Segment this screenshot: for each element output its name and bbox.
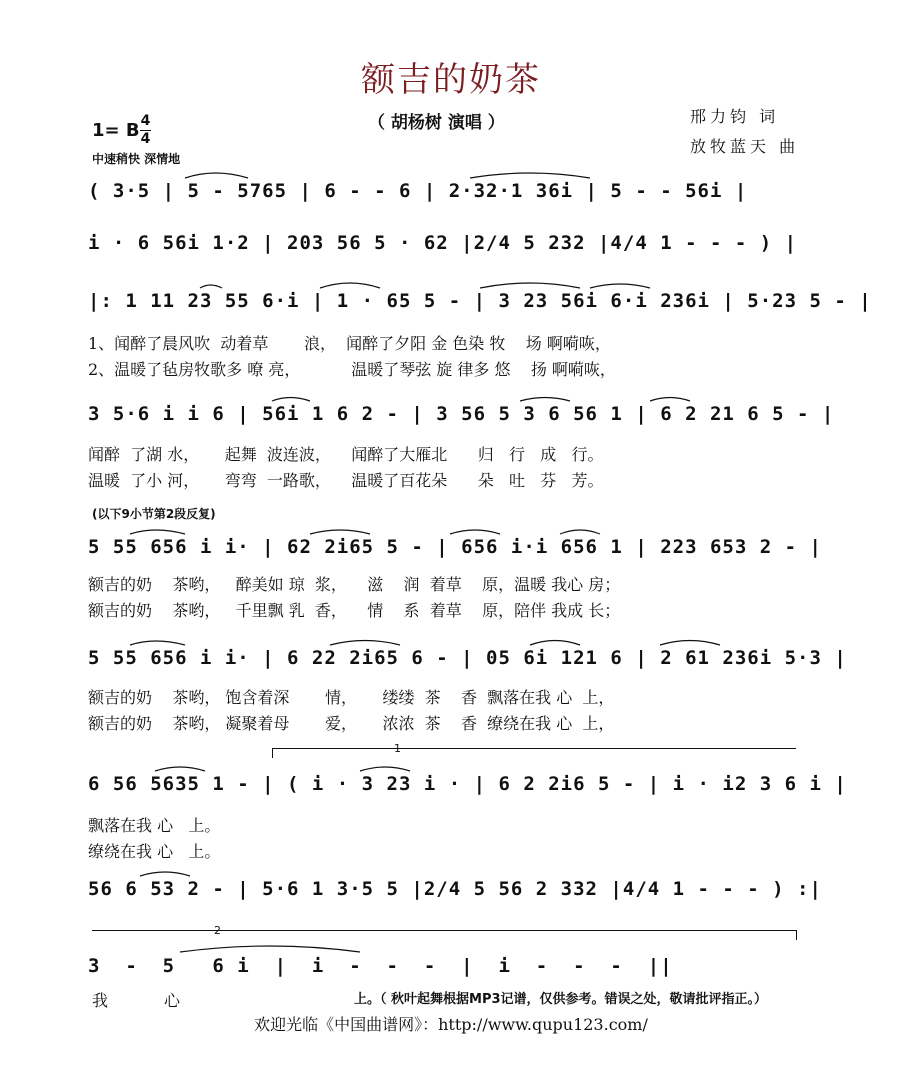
score-row-1: ( 3·5 | 5 - 5765 | 6 - - 6 | 2·32·1 36i | 5 - - 56i | bbox=[88, 180, 748, 202]
song-title: 额吉的奶茶 bbox=[361, 60, 541, 100]
slur-arc bbox=[590, 284, 650, 288]
lyric-verse1-line1: 1、闻醉了晨风吹 动着草 浪， 闻醉了夕阳 金 色染 牧 场 啊嗬咴， bbox=[88, 334, 611, 353]
slur-arc bbox=[320, 283, 380, 288]
slur-arc bbox=[560, 530, 600, 534]
lyricist: 邢力钧 词 bbox=[690, 107, 780, 126]
slur-arc bbox=[155, 767, 205, 771]
time-signature-bottom: 4 bbox=[140, 131, 151, 147]
time-signature-top: 4 bbox=[140, 113, 151, 129]
performer: （ 胡杨树 演唱 ） bbox=[368, 113, 505, 133]
lyric-chorus2-line2: 额吉的奶 茶哟， 凝聚着母 爱， 浓浓 茶 香 缭绕在我 心 上， bbox=[88, 714, 615, 733]
lyric-chorus1-line2: 额吉的奶 茶哟， 饱含着深 情， 缕缕 茶 香 飘落在我 心 上， bbox=[88, 688, 615, 707]
slur-arc bbox=[450, 530, 500, 534]
lyric-chorus1-line1: 额吉的奶 茶哟， 醉美如 琼 浆， 滋 润 着草 原，温暖 我心 房； bbox=[88, 575, 621, 594]
slur-arc bbox=[200, 285, 222, 288]
slur-arc bbox=[272, 398, 310, 402]
score-row-7: 6 56 5635 1 - | ( i · 3 23 i · | 6 2 2i6 5 - | i · i2 3 6 i | bbox=[88, 773, 847, 795]
lyric-verse2-line2: 温暖 了小 河， 弯弯 一路歌， 温暖了百花朵 朵 吐 芬 芳。 bbox=[88, 471, 604, 490]
score-row-3: |: 1 11 23 55 6·i | 1 · 65 5 - | 3 23 56i 6·i 236i | 5·23 5 - | bbox=[88, 290, 872, 312]
lyric-chorus2-line1: 额吉的奶 茶哟， 千里飘 乳 香， 情 系 着草 原，陪伴 我成 长； bbox=[88, 601, 621, 620]
slur-arc bbox=[520, 398, 570, 402]
score-row-5: 5 55 656 i i· | 62 2i65 5 - | 656 i·i 656 1 | 223 653 2 - | bbox=[88, 536, 822, 558]
lyric-verse2-line1: 2、温暖了毡房牧歌多 嘹 亮， 温暖了琴弦 旋 律多 悠 扬 啊嗬咴， bbox=[88, 360, 616, 379]
slur-arc bbox=[650, 398, 690, 402]
footer-website: 欢迎光临《中国曲谱网》：http://www.qupu123.com/ bbox=[254, 1015, 648, 1034]
volta2-number: 2 bbox=[214, 924, 221, 937]
volta1-number: 1 bbox=[394, 742, 401, 755]
score-row-2: i · 6 56i 1·2 | 203 56 5 · 62 |2/4 5 232 |4/4 1 - - - ) | bbox=[88, 232, 798, 254]
slur-arc bbox=[470, 173, 590, 178]
lyric-ending-line1: 飘落在我 心 上。 bbox=[88, 816, 221, 835]
lyric-verse1-line2: 闻醉 了湖 水， 起舞 波连波， 闻醉了大雁北 归 行 成 行。 bbox=[88, 445, 604, 464]
slur-arc bbox=[130, 530, 185, 534]
slur-arc bbox=[185, 173, 248, 178]
lyric-ending-line2: 缭绕在我 心 上。 bbox=[88, 842, 221, 861]
slur-arc bbox=[530, 641, 580, 646]
slur-arc bbox=[130, 641, 185, 645]
tempo-marking: 中速稍快 深情地 bbox=[92, 152, 181, 166]
repeat-note: (以下9小节第2段反复) bbox=[92, 507, 216, 521]
score-row-4: 3 5·6 i i 6 | 56i 1 6 2 - | 3 56 5 3 6 56 1 | 6 2 21 6 5 - | bbox=[88, 403, 835, 425]
lyric-final-b: 上。（ 秋叶起舞根据MP3记谱，仅供参考。错误之处，敬请批评指正。） bbox=[354, 992, 768, 1007]
slur-arc bbox=[180, 946, 360, 952]
score-row-9: 3 - 5 6 i | i - - - | i - - - || bbox=[88, 955, 673, 977]
slur-arc bbox=[360, 767, 410, 771]
slur-arc bbox=[660, 641, 720, 646]
slur-arc bbox=[140, 872, 190, 876]
slur-arc bbox=[330, 641, 400, 646]
score-row-8: 56 6 53 2 - | 5·6 1 3·5 5 |2/4 5 56 2 332 |4/4 1 - - - ) :| bbox=[88, 878, 822, 900]
slur-arc bbox=[480, 283, 580, 288]
slur-arc bbox=[310, 530, 370, 534]
score-row-6: 5 55 656 i i· | 6 22 2i65 6 - | 05 6i 121 6 | 2 61 236i 5·3 | bbox=[88, 647, 847, 669]
key-signature: 1= B bbox=[92, 120, 140, 141]
composer: 放牧蓝天 曲 bbox=[690, 137, 800, 156]
lyric-final-a: 我 心 bbox=[92, 991, 180, 1010]
